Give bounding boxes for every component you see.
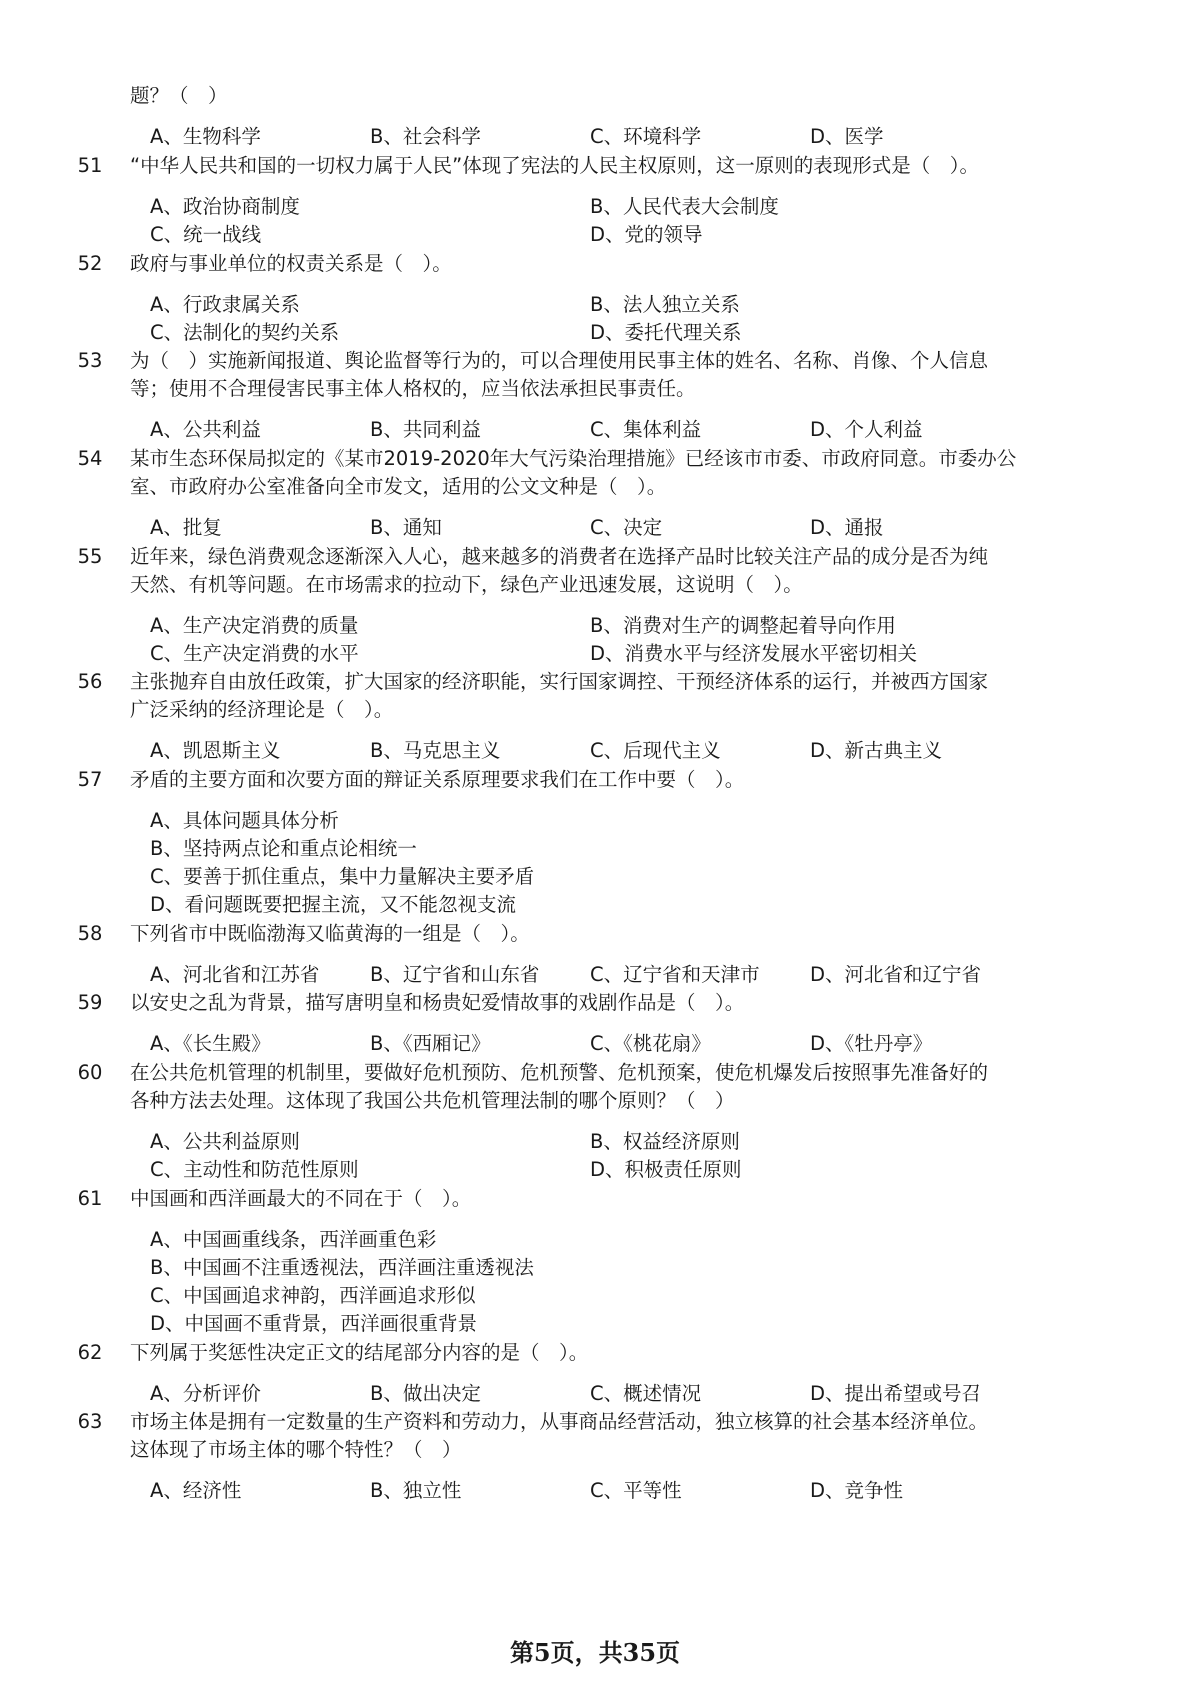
option: D、《牡丹亭》	[810, 1032, 933, 1055]
option: A、生物科学	[150, 125, 261, 148]
question-number: 54	[77, 447, 103, 470]
option: B、社会科学	[370, 125, 481, 148]
option: C、辽宁省和天津市	[590, 963, 760, 986]
option: C、《桃花扇》	[590, 1032, 711, 1055]
question-number: 61	[77, 1187, 103, 1210]
option: A、河北省和江苏省	[150, 963, 320, 986]
option: A、公共利益	[150, 418, 261, 441]
option: D、河北省和辽宁省	[810, 963, 982, 986]
question-number: 52	[77, 252, 103, 275]
option: D、新古典主义	[810, 739, 943, 762]
option: B、坚持两点论和重点论相统一	[150, 837, 417, 860]
option: A、批复	[150, 516, 222, 539]
option: A、生产决定消费的质量	[150, 614, 359, 637]
option: D、中国画不重背景，西洋画很重背景	[150, 1312, 478, 1335]
question-stem-line: 各种方法去处理。这体现了我国公共危机管理法制的哪个原则？（ ）	[130, 1089, 735, 1112]
option: C、要善于抓住重点，集中力量解决主要矛盾	[150, 865, 535, 888]
question-stem-line: 政府与事业单位的权责关系是（ ）。	[130, 252, 452, 275]
question-stem-line: 下列省市中既临渤海又临黄海的一组是（ ）。	[130, 922, 530, 945]
option: C、后现代主义	[590, 739, 721, 762]
option: C、统一战线	[150, 223, 262, 246]
option: B、做出决定	[370, 1382, 481, 1405]
option: A、政治协商制度	[150, 195, 300, 218]
question-stem-line: 近年来，绿色消费观念逐渐深入人心，越来越多的消费者在选择产品时比较关注产品的成分是否为纯	[130, 545, 989, 568]
option: A、《长生殿》	[150, 1032, 271, 1055]
option: B、马克思主义	[370, 739, 501, 762]
question-stem-line: 这体现了市场主体的哪个特性？（ ）	[130, 1438, 462, 1461]
question-number: 56	[77, 670, 103, 693]
option: A、具体问题具体分析	[150, 809, 339, 832]
option: D、积极责任原则	[590, 1158, 742, 1181]
option: A、经济性	[150, 1479, 242, 1502]
option: C、集体利益	[590, 418, 702, 441]
question-number: 58	[77, 922, 103, 945]
option: A、凯恩斯主义	[150, 739, 281, 762]
option: B、人民代表大会制度	[590, 195, 779, 218]
question-number: 51	[77, 154, 103, 177]
option: D、竞争性	[810, 1479, 904, 1502]
option: D、委托代理关系	[590, 321, 742, 344]
option: D、通报	[810, 516, 884, 539]
question-number: 62	[77, 1341, 103, 1364]
question-stem-line: 中国画和西洋画最大的不同在于（ ）。	[130, 1187, 472, 1210]
question-stem-line: 广泛采纳的经济理论是（ ）。	[130, 698, 394, 721]
question-number: 59	[77, 991, 103, 1014]
page-number-footer: 第5页，共35页	[509, 1638, 681, 1667]
question-stem-line: 市场主体是拥有一定数量的生产资料和劳动力，从事商品经营活动，独立核算的社会基本经济单位。	[130, 1410, 989, 1433]
question-stem-line: 下列属于奖惩性决定正文的结尾部分内容的是（ ）。	[130, 1341, 589, 1364]
option: D、党的领导	[590, 223, 703, 246]
option: B、法人独立关系	[590, 293, 740, 316]
option: B、消费对生产的调整起着导向作用	[590, 614, 896, 637]
question-stem-line: 天然、有机等问题。在市场需求的拉动下，绿色产业迅速发展，这说明（ ）。	[130, 573, 803, 596]
option: D、医学	[810, 125, 884, 148]
option: A、行政隶属关系	[150, 293, 300, 316]
question-stem-line: 以安史之乱为背景，描写唐明皇和杨贵妃爱情故事的戏剧作品是（ ）。	[130, 991, 745, 1014]
option: D、消费水平与经济发展水平密切相关	[590, 642, 918, 665]
question-stem-line: 某市生态环保局拟定的《某市2019-2020年大气污染治理措施》已经该市市委、市政府同意。市委办公	[130, 447, 1017, 470]
option: C、生产决定消费的水平	[150, 642, 359, 665]
question-stem-line: 为（ ）实施新闻报道、舆论监督等行为的，可以合理使用民事主体的姓名、名称、肖像、个人信息	[130, 349, 989, 372]
option: C、决定	[590, 516, 663, 539]
option: C、平等性	[590, 1479, 682, 1502]
option: C、环境科学	[590, 125, 702, 148]
question-stem-line: 在公共危机管理的机制里，要做好危机预防、危机预警、危机预案，使危机爆发后按照事先准备好的	[130, 1061, 989, 1084]
option: D、个人利益	[810, 418, 923, 441]
option: A、公共利益原则	[150, 1130, 300, 1153]
option: B、独立性	[370, 1479, 462, 1502]
question-number: 55	[77, 545, 103, 568]
option: B、《西厢记》	[370, 1032, 491, 1055]
question-stem-line: 室、市政府办公室准备向全市发文，适用的公文文种是（ ）。	[130, 475, 667, 498]
question-number: 57	[77, 768, 103, 791]
option: A、分析评价	[150, 1382, 261, 1405]
option: B、共同利益	[370, 418, 481, 441]
question-number: 60	[77, 1061, 103, 1084]
option: B、通知	[370, 516, 442, 539]
option: C、中国画追求神韵，西洋画追求形似	[150, 1284, 476, 1307]
option: C、法制化的契约关系	[150, 321, 340, 344]
option: B、中国画不注重透视法，西洋画注重透视法	[150, 1256, 534, 1279]
option: C、概述情况	[590, 1382, 702, 1405]
question-stem-line: 题？（ ）	[130, 84, 228, 107]
option: B、辽宁省和山东省	[370, 963, 540, 986]
question-number: 53	[77, 349, 103, 372]
question-stem-line: 等；使用不合理侵害民事主体人格权的，应当依法承担民事责任。	[130, 377, 696, 400]
option: B、权益经济原则	[590, 1130, 740, 1153]
question-stem-line: 主张抛弃自由放任政策，扩大国家的经济职能，实行国家调控、干预经济体系的运行，并被西方国家	[130, 670, 989, 693]
question-stem-line: “中华人民共和国的一切权力属于人民”体现了宪法的人民主权原则，这一原则的表现形式是（ ）。	[130, 154, 979, 177]
question-stem-line: 矛盾的主要方面和次要方面的辩证关系原理要求我们在工作中要（ ）。	[130, 768, 745, 791]
question-number: 63	[77, 1410, 103, 1433]
option: D、提出希望或号召	[810, 1382, 982, 1405]
option: A、中国画重线条，西洋画重色彩	[150, 1228, 437, 1251]
option: C、主动性和防范性原则	[150, 1158, 359, 1181]
option: D、看问题既要把握主流，又不能忽视支流	[150, 893, 517, 916]
